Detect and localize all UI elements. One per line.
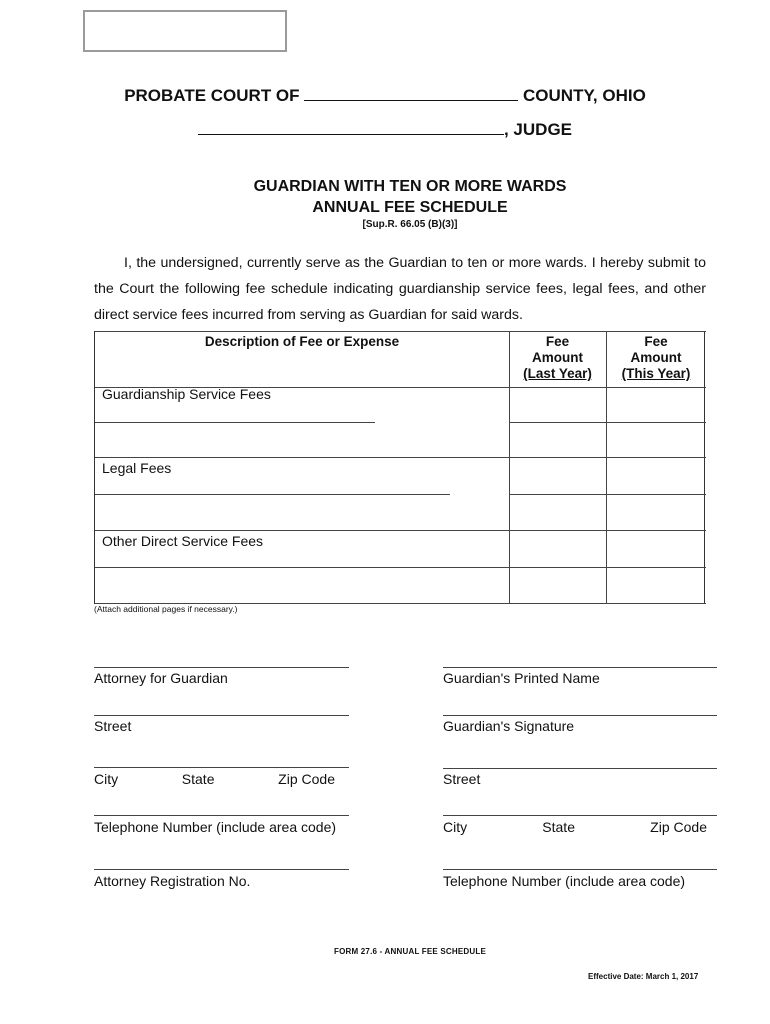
attorney-registration-line[interactable] bbox=[94, 869, 349, 870]
header-this-year-text: (This Year) bbox=[621, 366, 691, 381]
entry-line[interactable] bbox=[95, 422, 375, 423]
header-fee-text: Fee bbox=[545, 334, 570, 349]
judge-name-blank[interactable] bbox=[198, 134, 504, 135]
row-label-guardianship-fees: Guardianship Service Fees bbox=[102, 386, 271, 402]
guardian-street-line[interactable] bbox=[443, 768, 717, 769]
intro-text: I, the undersigned, currently serve as the Guardian to ten or more wards. I hereby submit to the Court the following fee schedule indicating guardianship service fees, legal fees, and other direct service fees incurred from serving as Guardian for said wards. bbox=[94, 255, 706, 323]
form-title-line2: ANNUAL FEE SCHEDULE bbox=[312, 199, 508, 216]
guardian-signature-label: Guardian's Signature bbox=[443, 718, 575, 734]
city-label: City bbox=[94, 771, 119, 787]
guardian-telephone-label: Telephone Number (include area code) bbox=[443, 873, 686, 889]
effective-date: Effective Date: March 1, 2017 bbox=[588, 972, 699, 981]
row-label-legal-fees: Legal Fees bbox=[102, 460, 172, 476]
rule-citation: [Sup.R. 66.05 (B)(3)] bbox=[362, 219, 458, 230]
attorney-name-line[interactable] bbox=[94, 667, 349, 668]
guardian-city-line[interactable] bbox=[443, 815, 717, 816]
court-prefix: PROBATE COURT OF bbox=[124, 86, 300, 105]
entry-line bbox=[509, 494, 706, 495]
form-title-line1: GUARDIAN WITH TEN OR MORE WARDS bbox=[253, 178, 567, 195]
city-label: City bbox=[443, 819, 468, 835]
attach-note: (Attach additional pages if necessary.) bbox=[94, 604, 238, 614]
state-label: State bbox=[181, 771, 215, 787]
zip-label: Zip Code bbox=[278, 771, 335, 787]
zip-label: Zip Code bbox=[650, 819, 707, 835]
column-header-description: Description of Fee or Expense bbox=[204, 334, 400, 349]
header-amount-text: Amount bbox=[630, 350, 682, 365]
court-suffix: COUNTY, OHIO bbox=[523, 86, 646, 105]
row-label-other-direct-fees: Other Direct Service Fees bbox=[102, 533, 264, 549]
attorney-street-label: Street bbox=[94, 718, 132, 734]
attorney-city-line[interactable] bbox=[94, 767, 349, 768]
column-header-this-year bbox=[606, 334, 706, 382]
header-last-year-text: (Last Year) bbox=[523, 366, 592, 381]
judge-suffix: , JUDGE bbox=[503, 120, 573, 139]
guardian-printed-name-label: Guardian's Printed Name bbox=[443, 670, 600, 686]
state-label: State bbox=[542, 819, 575, 835]
intro-statement bbox=[94, 250, 706, 328]
guardian-printed-name-line[interactable] bbox=[443, 667, 717, 668]
header-fee-text: Fee bbox=[644, 334, 668, 349]
guardian-phone-line[interactable] bbox=[443, 869, 717, 870]
guardian-signature-line[interactable] bbox=[443, 715, 717, 716]
entry-line[interactable] bbox=[95, 494, 450, 495]
attorney-street-line[interactable] bbox=[94, 715, 349, 716]
county-blank[interactable] bbox=[304, 100, 518, 101]
attorney-phone-line[interactable] bbox=[94, 815, 349, 816]
attorney-city-state-zip bbox=[94, 771, 335, 787]
court-header bbox=[0, 86, 770, 106]
case-number-box[interactable] bbox=[83, 10, 287, 52]
attorney-telephone-label: Telephone Number (include area code) bbox=[94, 819, 337, 835]
table-row bbox=[95, 530, 706, 531]
attorney-for-guardian-label: Attorney for Guardian bbox=[94, 670, 228, 686]
table-top-border bbox=[95, 331, 706, 332]
form-footer: FORM 27.6 - ANNUAL FEE SCHEDULE bbox=[334, 947, 486, 956]
fee-table bbox=[94, 331, 705, 604]
guardian-city-state-zip bbox=[443, 819, 707, 835]
entry-line bbox=[509, 422, 706, 423]
table-row bbox=[95, 457, 706, 458]
judge-header bbox=[0, 120, 770, 140]
column-header-last-year bbox=[509, 334, 606, 382]
attorney-registration-label: Attorney Registration No. bbox=[94, 873, 251, 889]
header-amount-text: Amount bbox=[532, 350, 583, 365]
entry-line[interactable] bbox=[95, 567, 706, 568]
guardian-street-label: Street bbox=[443, 771, 481, 787]
